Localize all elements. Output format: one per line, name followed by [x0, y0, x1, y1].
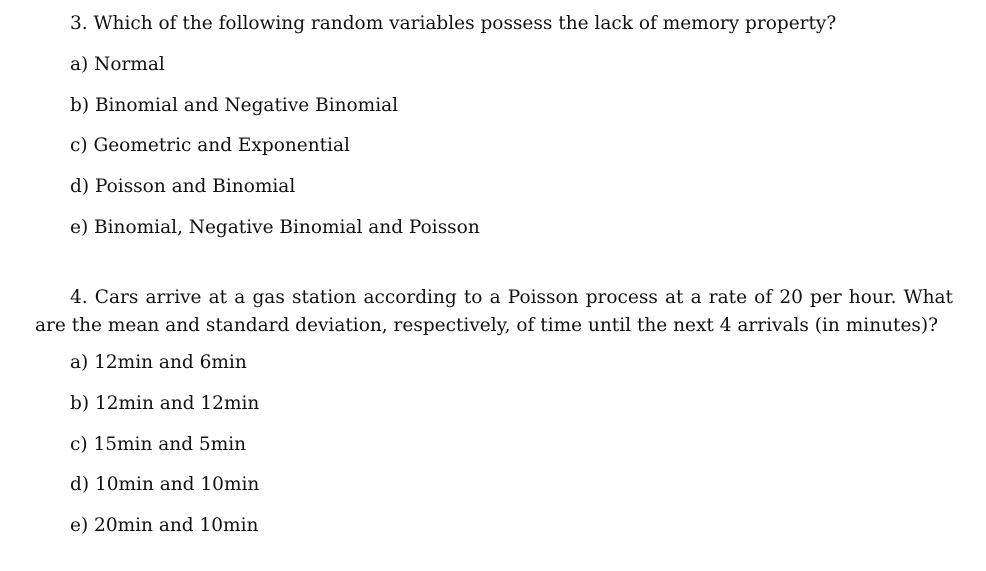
- question-3-option-e: e) Binomial, Negative Binomial and Poisson: [70, 217, 480, 238]
- question-4-option-c: c) 15min and 5min: [70, 434, 247, 455]
- question-4-option-d: d) 10min and 10min: [70, 474, 260, 495]
- question-4-option-e: e) 20min and 10min: [70, 515, 259, 536]
- question-3-option-b: b) Binomial and Negative Binomial: [70, 95, 399, 116]
- question-4-option-b: b) 12min and 12min: [70, 393, 260, 414]
- question-3-option-d: d) Poisson and Binomial: [70, 176, 296, 197]
- question-3-option-a: a) Normal: [70, 54, 165, 75]
- question-4-option-a: a) 12min and 6min: [70, 352, 247, 373]
- question-3-stem: 3. Which of the following random variables possess the lack of memory property?: [70, 13, 837, 34]
- question-4-stem: 4. Cars arrive at a gas station according to a Poisson process at a rate of 20 per hour. What are the mean and standard deviation, respectively, of time until the next 4 arrivals (in minutes)?: [35, 287, 953, 336]
- question-3-option-c: c) Geometric and Exponential: [70, 135, 350, 156]
